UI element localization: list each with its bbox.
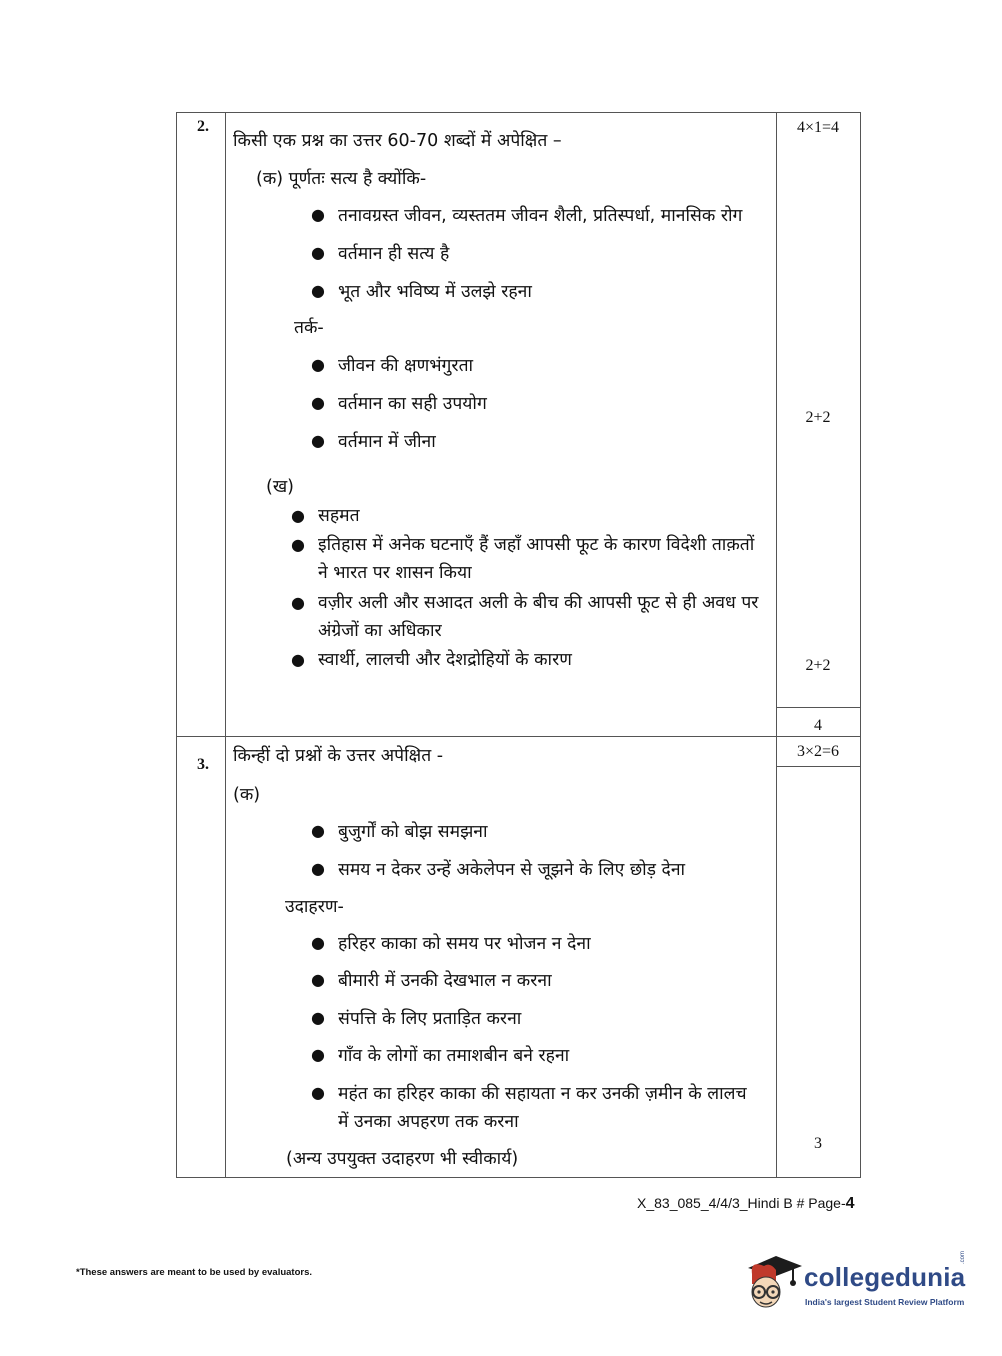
list-item-continuation: में उनका अपहरण तक करना (338, 1112, 519, 1132)
list-item: समय न देकर उन्हें अकेलेपन से जूझने के लिए छोड़ देना (338, 860, 686, 880)
part-marks: 2+2 (805, 657, 831, 674)
question-intro: किन्हीं दो प्रश्नों के उत्तर अपेक्षित - (233, 746, 444, 766)
list-item: वर्तमान ही सत्य है (338, 244, 450, 264)
bullet-icon: ● (311, 355, 325, 374)
page-code-text: X_83_085_4/4/3_Hindi B # Page- (637, 1195, 846, 1211)
bullet-icon: ● (311, 243, 325, 262)
sub-heading: उदाहरण- (285, 897, 344, 917)
brand-name (804, 1262, 965, 1293)
bullet-icon: ● (311, 970, 325, 989)
bullet-icon: ● (311, 393, 325, 412)
page-code (637, 1195, 855, 1213)
acceptance-note: (अन्य उपयुक्त उदाहरण भी स्वीकार्य) (286, 1149, 519, 1169)
list-item: स्वार्थी, लालची और देशद्रोहियों के कारण (318, 650, 572, 670)
list-item-continuation: अंग्रेजों का अधिकार (318, 621, 442, 641)
table-row-divider (176, 736, 861, 737)
bullet-icon: ● (291, 650, 305, 669)
bullet-icon: ● (291, 535, 305, 554)
list-item: जीवन की क्षणभंगुरता (338, 356, 474, 376)
question-number: 3. (197, 756, 209, 773)
list-item: संपत्ति के लिए प्रताड़ित करना (338, 1009, 522, 1029)
table-divider-marks (776, 112, 777, 1178)
list-item: सहमत (318, 506, 360, 526)
list-item: तनावग्रस्त जीवन, व्यस्ततम जीवन शैली, प्रतिस्पर्धा, मानसिक रोग (338, 206, 743, 226)
part-heading: (ख) (266, 477, 294, 497)
list-item: बीमारी में उनकी देखभाल न करना (338, 971, 552, 991)
list-item: हरिहर काका को समय पर भोजन न देना (338, 934, 591, 954)
list-item: वर्तमान में जीना (338, 432, 436, 452)
bullet-icon: ● (311, 205, 325, 224)
list-item: वज़ीर अली और सआदत अली के बीच की आपसी फूट से ही अवध पर (318, 593, 759, 613)
bullet-icon: ● (311, 1083, 325, 1102)
marks-subdivider-1 (776, 707, 861, 708)
page-number: 4 (845, 1195, 855, 1212)
list-item: गाँव के लोगों का तमाशबीन बने रहना (338, 1046, 570, 1066)
table-border-bottom (176, 1177, 861, 1178)
list-item: भूत और भविष्य में उलझे रहना (338, 282, 532, 302)
brand-suffix: .com (960, 1250, 966, 1264)
bullet-icon: ● (291, 593, 305, 612)
marks-total-end: 4 (814, 717, 822, 734)
part-heading: (क) पूर्णतः सत्य है क्योंकि- (256, 169, 427, 189)
marks-subdivider-2 (776, 766, 861, 767)
list-item: इतिहास में अनेक घटनाएँ हैं जहाँ आपसी फूट के कारण विदेशी ताक़तों (318, 535, 755, 555)
question-intro: किसी एक प्रश्न का उत्तर 60-70 शब्दों में अपेक्षित – (233, 131, 562, 151)
bullet-icon: ● (311, 859, 325, 878)
list-item: महंत का हरिहर काका की सहायता न कर उनकी ज़मीन के लालच (338, 1084, 747, 1104)
bullet-icon: ● (291, 506, 305, 525)
bullet-icon: ● (311, 1045, 325, 1064)
mascot-icon (742, 1250, 804, 1316)
list-item: बुजुर्गों को बोझ समझना (338, 822, 488, 842)
table-divider-num (225, 112, 226, 1178)
question-number: 2. (197, 118, 209, 135)
bullet-icon: ● (311, 821, 325, 840)
part-heading: (क) (233, 785, 261, 805)
bullet-icon: ● (311, 933, 325, 952)
list-item-continuation: ने भारत पर शासन किया (318, 563, 472, 583)
sub-heading: तर्क- (294, 318, 324, 338)
brand-tagline: India's largest Student Review Platform (805, 1297, 965, 1307)
table-border-top (176, 112, 861, 113)
part-marks: 2+2 (805, 409, 831, 426)
table-border-right (860, 112, 861, 1178)
collegedunia-logo (742, 1250, 972, 1320)
bullet-icon: ● (311, 1008, 325, 1027)
evaluator-note: *These answers are meant to be used by evaluators. (76, 1267, 313, 1278)
part-marks: 3 (814, 1135, 822, 1152)
bullet-icon: ● (311, 431, 325, 450)
list-item: वर्तमान का सही उपयोग (338, 394, 487, 414)
marks-total: 3×2=6 (796, 743, 840, 760)
marks-total: 4×1=4 (796, 119, 840, 136)
bullet-icon: ● (311, 281, 325, 300)
table-border-left (176, 112, 177, 1178)
brand-wordmark: collegedunia (804, 1262, 966, 1292)
